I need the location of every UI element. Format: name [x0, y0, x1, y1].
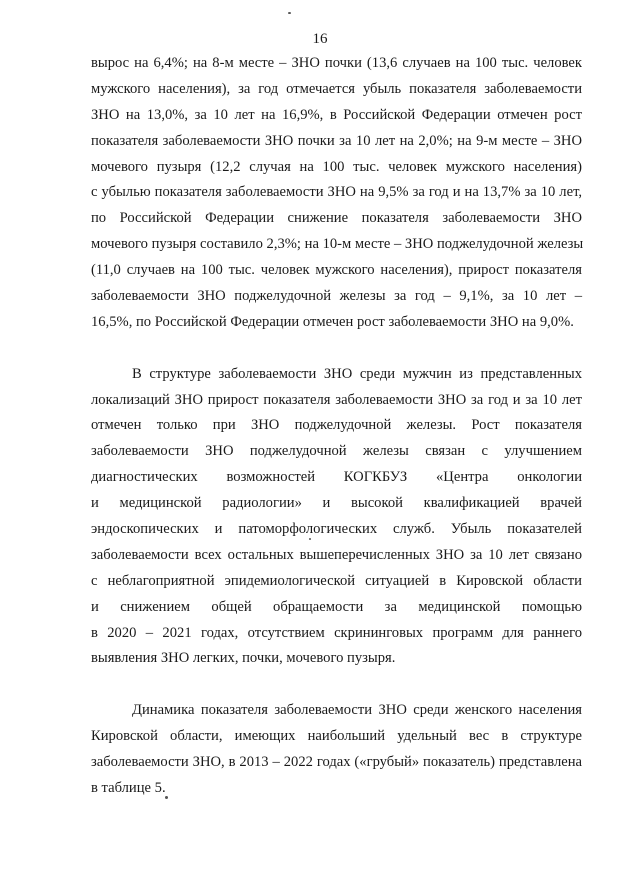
text-line: эндоскопических и патоморфологических служб. Убыль показателей: [91, 521, 582, 538]
scan-speck: [309, 538, 311, 540]
text-line: В структуре заболеваемости ЗНО среди мужчин из представленных: [132, 365, 582, 382]
paragraph: [91, 362, 582, 673]
text-line: с неблагоприятной эпидемиологической ситуацией в Кировской области: [91, 572, 582, 589]
text-line: диагностических возможностей КОГКБУЗ «Центра онкологии: [91, 469, 582, 486]
paragraph-gap: [91, 336, 582, 362]
text-line: 16,5%, по Российской Федерации отмечен рост заболеваемости ЗНО на 9,0%.: [91, 313, 574, 330]
text-line: (11,0 случаев на 100 тыс. человек мужского населения), прирост показателя: [91, 262, 582, 279]
text-line: и медицинской радиологии» и высокой квалификацией врачей: [91, 495, 582, 512]
text-line: в 2020 – 2021 годах, отсутствием скрининговых программ для раннего: [91, 624, 582, 641]
page-number: 16: [312, 31, 328, 47]
text-line: заболеваемости ЗНО поджелудочной железы связан с улучшением: [91, 443, 582, 460]
paragraph-gap: [91, 672, 582, 698]
text-line: мочевого пузыря (12,2 случая на 100 тыс. человек мужского населения): [91, 158, 582, 175]
text-line: показателя заболеваемости ЗНО почки за 10 лет на 2,0%; на 9-м месте – ЗНО: [91, 132, 582, 149]
text-line: с убылью показателя заболеваемости ЗНО на 9,5% за год и на 13,7% за 10 лет,: [91, 184, 582, 201]
text-line: в таблице 5.: [91, 779, 166, 796]
text-line: по Российской Федерации снижение показателя заболеваемости ЗНО: [91, 210, 582, 227]
text-line: заболеваемости всех остальных вышеперечисленных ЗНО за 10 лет связано: [91, 546, 582, 563]
text-line: мочевого пузыря составило 2,3%; на 10-м месте – ЗНО поджелудочной железы: [91, 236, 584, 253]
paragraph: [91, 51, 582, 336]
document-body: [91, 51, 582, 802]
text-line: и снижением общей обращаемости за медицинской помощью: [91, 598, 582, 615]
scan-speck: [165, 796, 168, 799]
paragraph: [91, 698, 582, 802]
text-line: мужского населения), за год отмечается убыль показателя заболеваемости: [91, 80, 582, 97]
scan-speck: [288, 12, 291, 14]
text-line: вырос на 6,4%; на 8-м месте – ЗНО почки (13,6 случаев на 100 тыс. человек: [91, 55, 582, 71]
text-line: выявления ЗНО легких, почки, мочевого пузыря.: [91, 650, 396, 667]
text-line: отмечен только при ЗНО поджелудочной железы. Рост показателя: [91, 417, 582, 434]
text-line: заболеваемости ЗНО, в 2013 – 2022 годах («грубый» показатель) представлена: [91, 754, 582, 771]
text-line: Динамика показателя заболеваемости ЗНО среди женского населения: [132, 702, 582, 719]
text-line: Кировской области, имеющих наибольший удельный вес в структуре: [91, 728, 582, 745]
text-line: локализаций ЗНО прирост показателя заболеваемости ЗНО за год и за 10 лет: [91, 391, 582, 408]
text-line: ЗНО на 13,0%, за 10 лет на 16,9%, в Российской Федерации отмечен рост: [91, 106, 582, 123]
text-line: заболеваемости ЗНО поджелудочной железы за год – 9,1%, за 10 лет –: [91, 288, 582, 305]
